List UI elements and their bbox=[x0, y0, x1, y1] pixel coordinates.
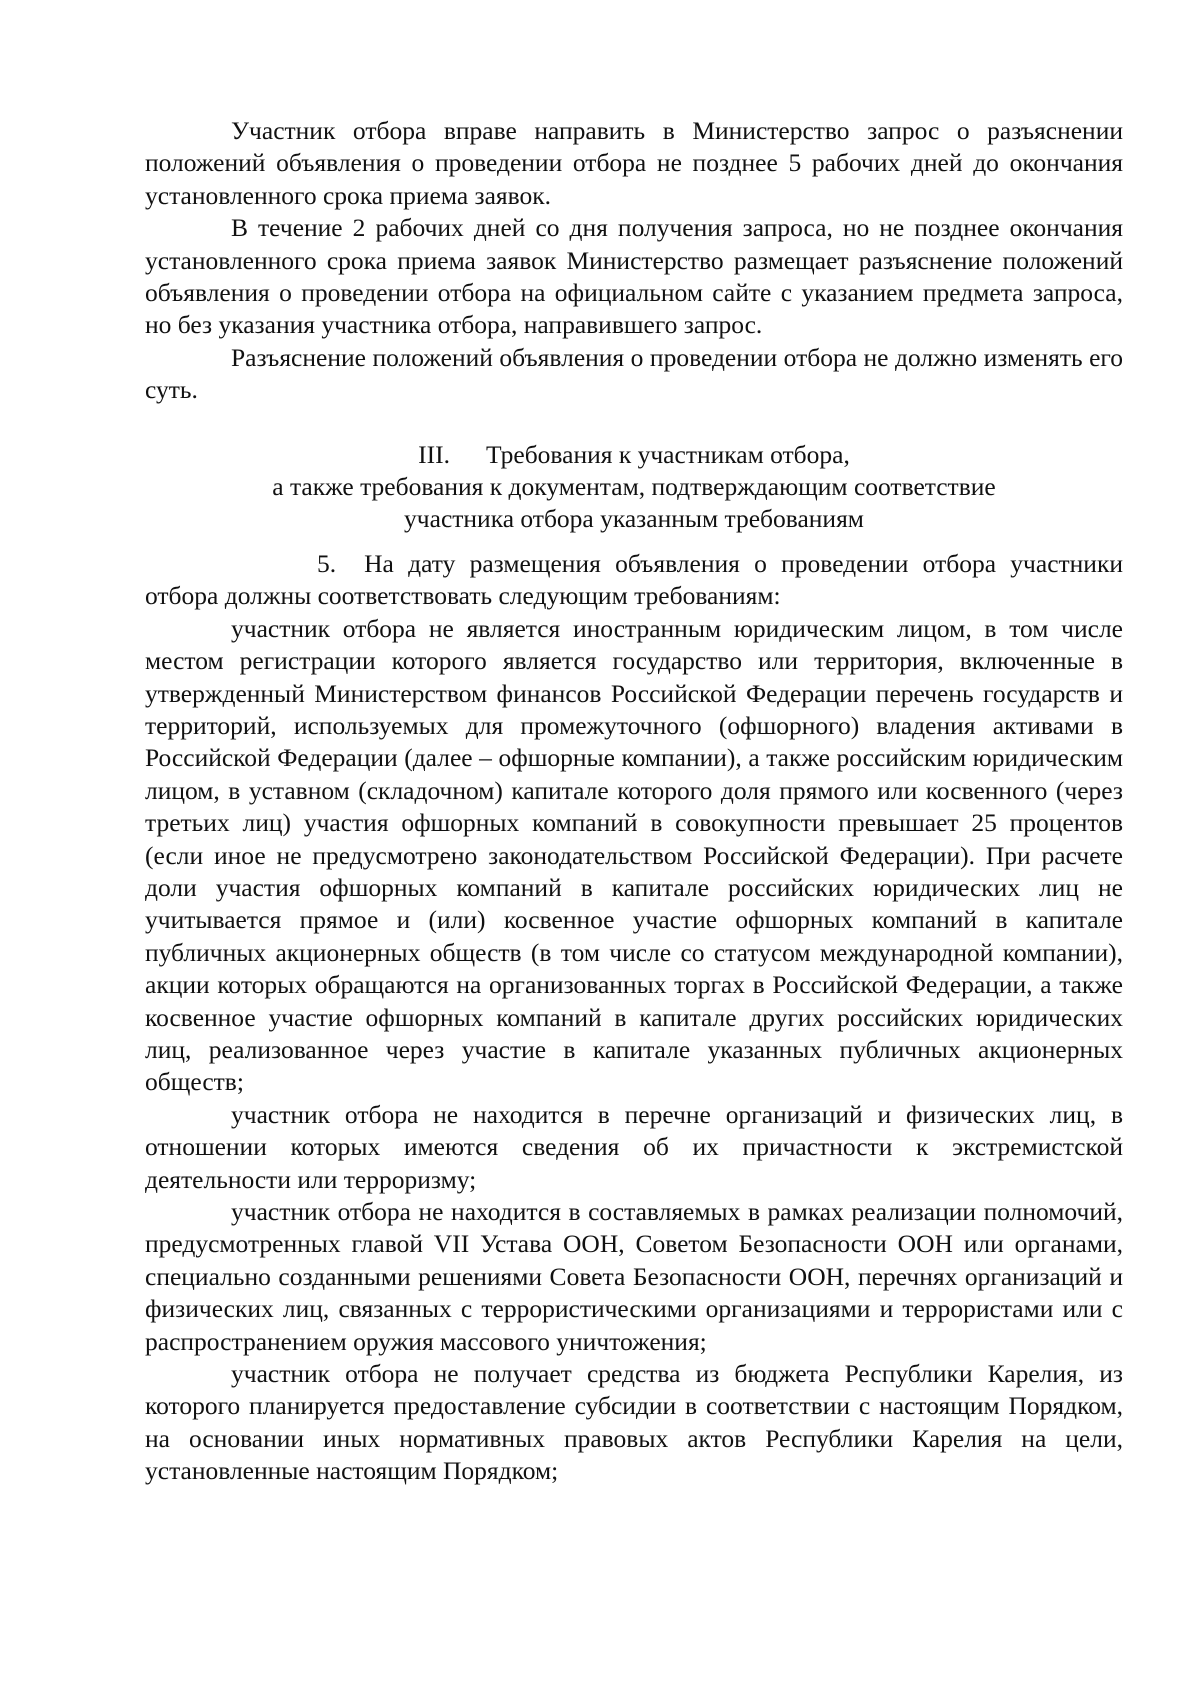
document-page bbox=[145, 115, 1123, 1488]
intro-paragraph-1: Участник отбора вправе направить в Министерство запрос о разъяснении положений объявления о проведении отбора не позднее 5 рабочих дней до окончания установленного срока приема заявок. bbox=[145, 116, 1123, 210]
requirement-paragraph-4: участник отбора не получает средства из бюджета Республики Карелия, из которого планируется предоставление субсидии в соответствии с настоящим Порядком, на основании иных нормативных правовых актов Республики Карелия на цели, установленные настоящим Порядком; bbox=[145, 1359, 1123, 1486]
section-number: III. bbox=[418, 439, 451, 469]
intro-paragraph-2: В течение 2 рабочих дней со дня получения запроса, но не позднее окончания установленного срока приема заявок Министерство размещает разъяснение положений объявления о проведении отбора на официальном сайте с указанием предмета запроса, но без указания участника отбора, направившего запрос. bbox=[145, 213, 1123, 340]
requirement-paragraph-1: участник отбора не является иностранным юридическим лицом, в том числе местом регистрации которого является государство или территория, включенные в утвержденный Министерством финансов Российской Федерации перечень государств и территорий, используемых для промежуточного (офшорного) владения активами в Российской Федерации (далее – офшорные компании), а также российским юридическим лицом, в уставном (складочном) капитале которого доля прямого или косвенного (через третьих лиц) участия офшорных компаний в совокупности превышает 25 процентов (если иное не предусмотрено законодательством Российской Федерации). При расчете доли участия офшорных компаний в капитале российских юридических лиц не учитывается прямое и (или) косвенное участие офшорных компаний в капитале публичных акционерных обществ (в том числе со статусом международной компании), акции которых обращаются на организованных торгах в Российской Федерации, а также косвенное участие офшорных компаний в капитале других российских юридических лиц, реализованное через участие в капитале указанных публичных акционерных обществ; bbox=[145, 613, 1123, 1097]
section-title-line-3: участника отбора указанным требованиям bbox=[404, 504, 864, 534]
section-heading-line-1 bbox=[145, 439, 1123, 471]
section-heading bbox=[145, 439, 1123, 536]
section-title-line-1: Требования к участникам отбора, bbox=[486, 439, 850, 469]
item-5-number: 5. bbox=[317, 548, 337, 578]
requirement-paragraph-2: участник отбора не находится в перечне организаций и физических лиц, в отношении которых имеются сведения об их причастности к экстремистской деятельности или терроризму; bbox=[145, 1099, 1123, 1194]
section-title-line-2: а также требования к документам, подтверждающим соответствие bbox=[272, 472, 996, 502]
item-5-paragraph bbox=[145, 548, 1123, 613]
item-5-text: На дату размещения объявления о проведении отбора участники отбора должны соответствовать следующим требованиям: bbox=[145, 548, 1123, 611]
requirement-paragraph-3: участник отбора не находится в составляемых в рамках реализации полномочий, предусмотренных главой VII Устава ООН, Советом Безопасности ООН или органами, специально созданными решениями Совета Безопасности ООН, перечнях организаций и физических лиц, связанных с террористическими организациями и террористами или с распространением оружия массового уничтожения; bbox=[145, 1197, 1123, 1356]
intro-paragraph-3: Разъяснение положений объявления о проведении отбора не должно изменять его суть. bbox=[145, 342, 1123, 405]
